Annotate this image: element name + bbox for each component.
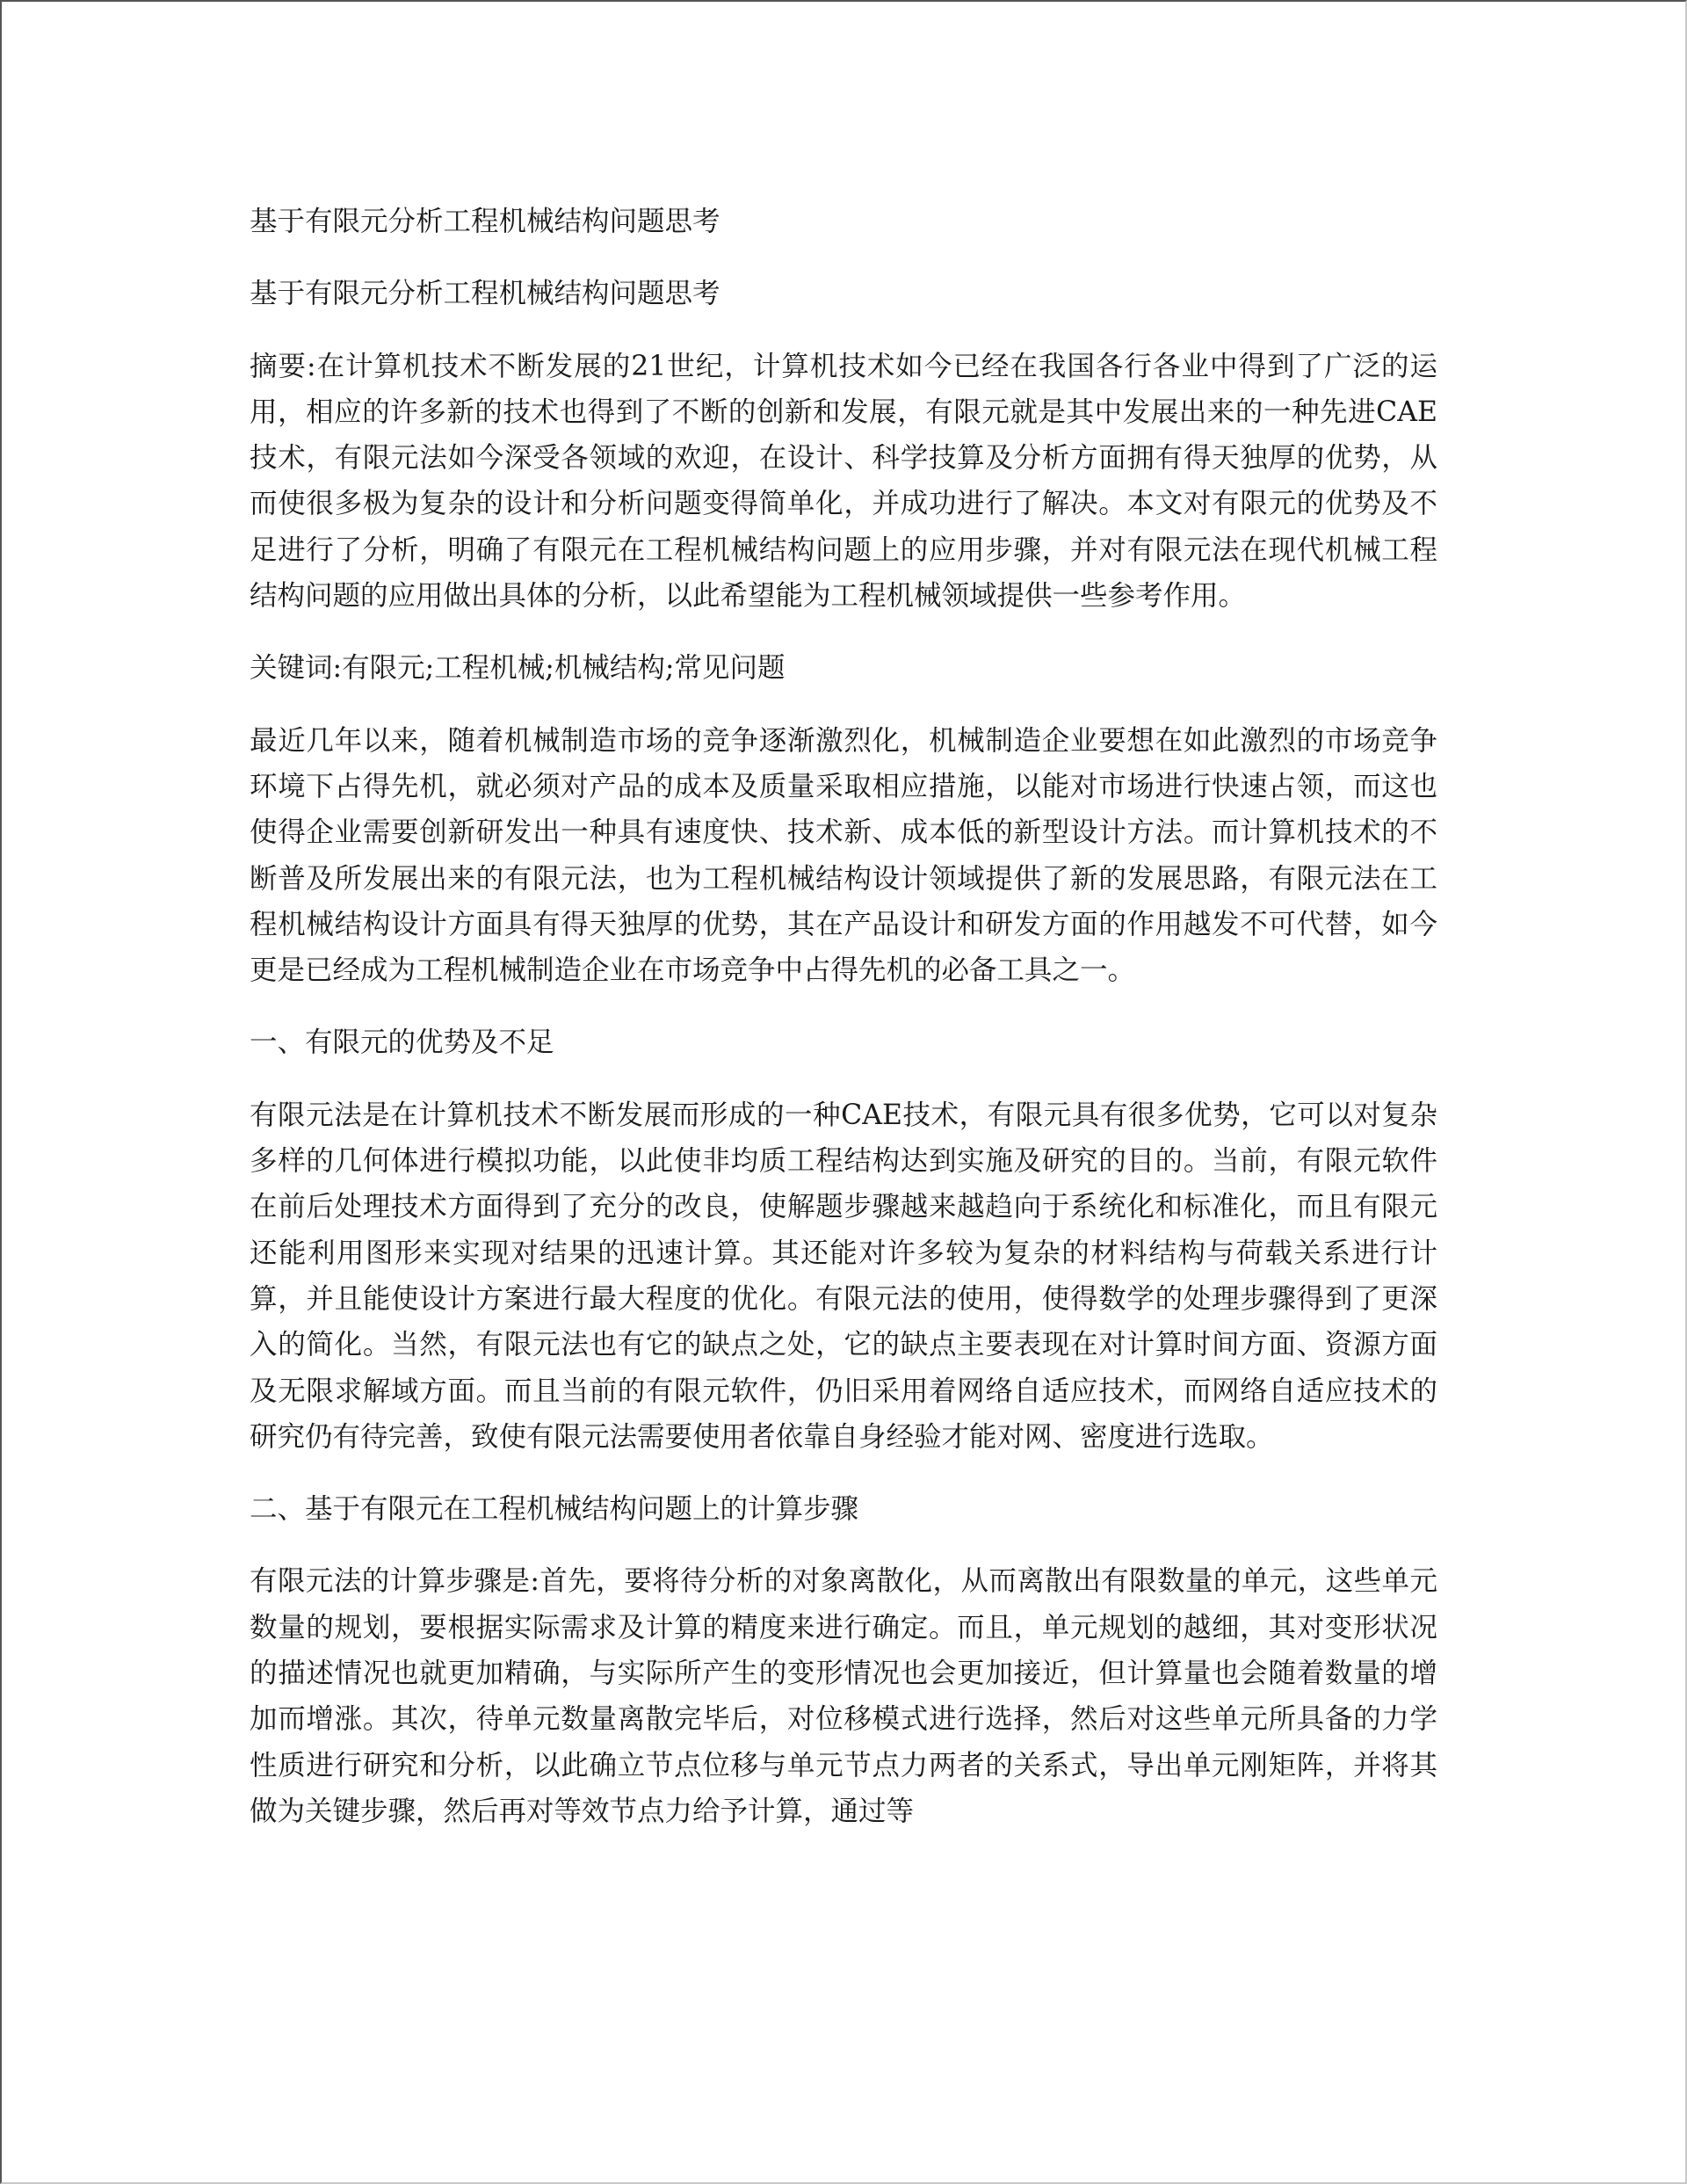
keywords-line: 关键词:有限元;工程机械;机械结构;常见问题 <box>250 652 786 685</box>
document-subtitle: 基于有限元分析工程机械结构问题思考 <box>250 278 720 310</box>
document-title: 基于有限元分析工程机械结构问题思考 <box>250 206 720 237</box>
intro-paragraph: 最近几年以来，随着机械制造市场的竞争逐渐激烈化，机械制造企业要想在如此激烈的市场竞争环境下占得先机，就必须对产品的成本及质量采取相应措施，以能对市场进行快速占领，而这也使得企业需要创新研发出一种具有速度快、技术新、成本低的新型设计方法。而计算机技术的不断普及所发展出来的有限元法，也为工程机械结构设计领域提供了新的发展思路，有限元法在工程机械结构设计方面具有得天独厚的优势，其在产品设计和研发方面的作用越发不可代替，如今更是已经成为工程机械制造企业在市场竞争中占得先机的必备工具之一。 <box>250 724 1437 987</box>
section-1-heading: 一、有限元的优势及不足 <box>250 1027 554 1059</box>
section-2-heading: 二、基于有限元在工程机械结构问题上的计算步骤 <box>250 1493 859 1526</box>
abstract-paragraph: 摘要:在计算机技术不断发展的21世纪，计算机技术如今已经在我国各行各业中得到了广泛的运用，相应的许多新的技术也得到了不断的创新和发展，有限元就是其中发展出来的一种先进CAE技术，有限元法如今深受各领域的欢迎，在设计、科学技算及分析方面拥有得天独厚的优势，从而使很多极为复杂的设计和分析问题变得简单化，并成功进行了解决。本文对有限元的优势及不足进行了分析，明确了有限元在工程机械结构问题上的应用步骤，并对有限元法在现代机械工程结构问题的应用做出具体的分析，以此希望能为工程机械领域提供一些参考作用。 <box>250 350 1437 613</box>
document-body <box>250 199 1437 1861</box>
section-1-paragraph: 有限元法是在计算机技术不断发展而形成的一种CAE技术，有限元具有很多优势，它可以对复杂多样的几何体进行模拟功能，以此使非均质工程结构达到实施及研究的目的。当前，有限元软件在前后处理技术方面得到了充分的改良，使解题步骤越来越趋向于系统化和标准化，而且有限元还能利用图形来实现对结果的迅速计算。其还能对许多较为复杂的材料结构与荷载关系进行计算，并且能使设计方案进行最大程度的优化。有限元法的使用，使得数学的处理步骤得到了更深入的简化。当然，有限元法也有它的缺点之处，它的缺点主要表现在对计算时间方面、资源方面及无限求解域方面。而且当前的有限元软件，仍旧采用着网络自适应技术，而网络自适应技术的研究仍有待完善，致使有限元法需要使用者依靠自身经验才能对网、密度进行选取。 <box>250 1099 1437 1453</box>
section-2-paragraph: 有限元法的计算步骤是:首先，要将待分析的对象离散化，从而离散出有限数量的单元，这些单元数量的规划，要根据实际需求及计算的精度来进行确定。而且，单元规划的越细，其对变形状况的描述情况也就更加精确，与实际所产生的变形情况也会更加接近，但计算量也会随着数量的增加而增涨。其次，待单元数量离散完毕后，对位移模式进行选择，然后对这些单元所具备的力学性质进行研究和分析，以此确立节点位移与单元节点力两者的关系式，导出单元刚矩阵，并将其做为关键步骤，然后再对等效节点力给予计算，通过等 <box>250 1565 1437 1827</box>
